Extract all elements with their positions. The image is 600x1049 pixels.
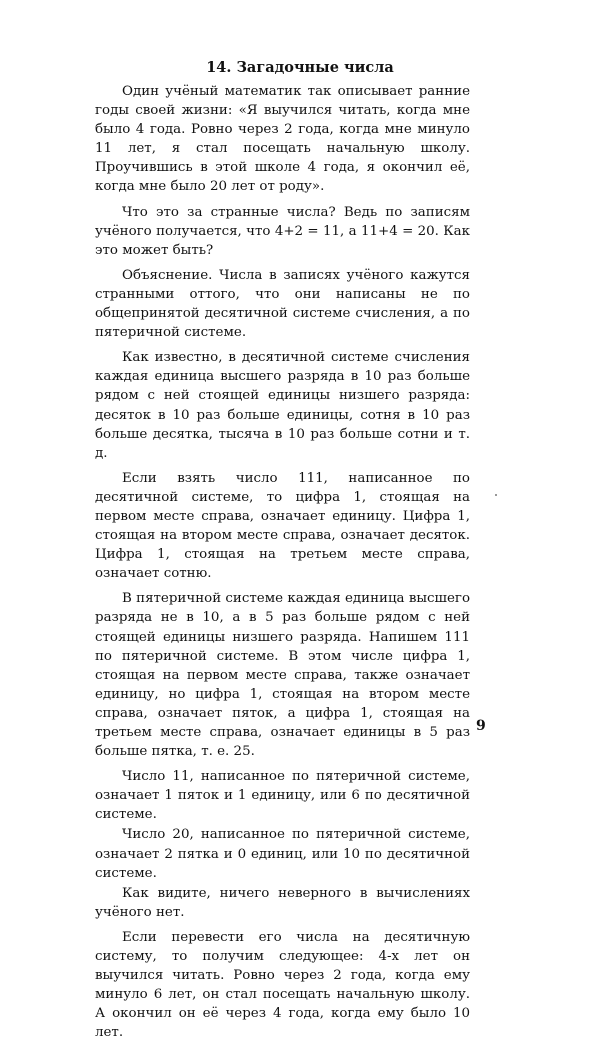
paragraph-conversion: Если перевести его числа на десятичную систему, то получим следующее: 4-х лет он выучился читать. Ровно через 2 года, когда ему минуло 6 лет, он стал посещать начальную школу. А окончил он её через 4 года, когда ему было 10 лет. bbox=[95, 929, 470, 1041]
paragraph-number-20: Число 20, написанное по пятеричной системе, означает 2 пятка и 0 единиц, или 10 по десятичной системе. bbox=[95, 827, 470, 881]
paragraph-question: Что это за странные числа? Ведь по записям учёного получается, что 4+2 = 11, а 11+4 = 20. Как это может быть? bbox=[95, 204, 470, 258]
paragraph-quinary-system: В пятеричной системе каждая единица высшего разряда не в 10, а в 5 раз больше рядом с ней стоящей единицы низшего разряда. Напишем 111 по пятеричной системе. В этом числе цифра 1, стоящая на первом месте справа, также означает единицу, но цифра 1, стоящая на втором месте справа, означает пяток, а цифра 1, стоящая на третьем месте справа, означает единицы в 5 раз больше пятка, т. е. 25. bbox=[95, 591, 470, 760]
section-title: 14. Загадочные числа bbox=[206, 59, 394, 76]
paragraph-number-11: Число 11, написанное по пятеричной системе, означает 1 пяток и 1 единицу, или 6 по десятичной системе. bbox=[95, 769, 470, 823]
paragraph-decimal-111: Если взять число 111, написанное по десятичной системе, то цифра 1, стоящая на первом месте справа, означает единицу. Цифра 1, стоящая на втором месте справа, означает десяток. Цифра 1, стоящая на третьем месте справа, означает сотню. bbox=[95, 470, 470, 582]
paragraph-intro: Один учёный математик так описывает ранние годы своей жизни: «Я выучился читать, когда мне было 4 года. Ровно через 2 года, когда мне минуло 11 лет, я стал посещать начальную школу. Проучившись в этой школе 4 года, я окончил её, когда мне было 20 лет от роду». bbox=[95, 84, 470, 195]
paragraph-decimal-system: Как известно, в десятичной системе счисления каждая единица высшего разряда в 10 раз больше рядом с ней стоящей единицы низшего разряда: десяток в 10 раз больше единицы, сотня в 10 раз больше десятка, тысяча в 10 раз больше сотни и т. д. bbox=[95, 350, 470, 461]
paragraph-explanation: Объяснение. Числа в записях учёного кажутся странными оттого, что они написаны не по общепринятой десятичной системе счисления, а по пятеричной системе. bbox=[95, 267, 470, 341]
body-text bbox=[95, 82, 470, 1049]
paragraph-conclusion: Как видите, ничего неверного в вычислениях учёного нет. bbox=[95, 885, 470, 920]
page-number: 9 bbox=[476, 718, 486, 734]
margin-speck bbox=[495, 494, 497, 496]
